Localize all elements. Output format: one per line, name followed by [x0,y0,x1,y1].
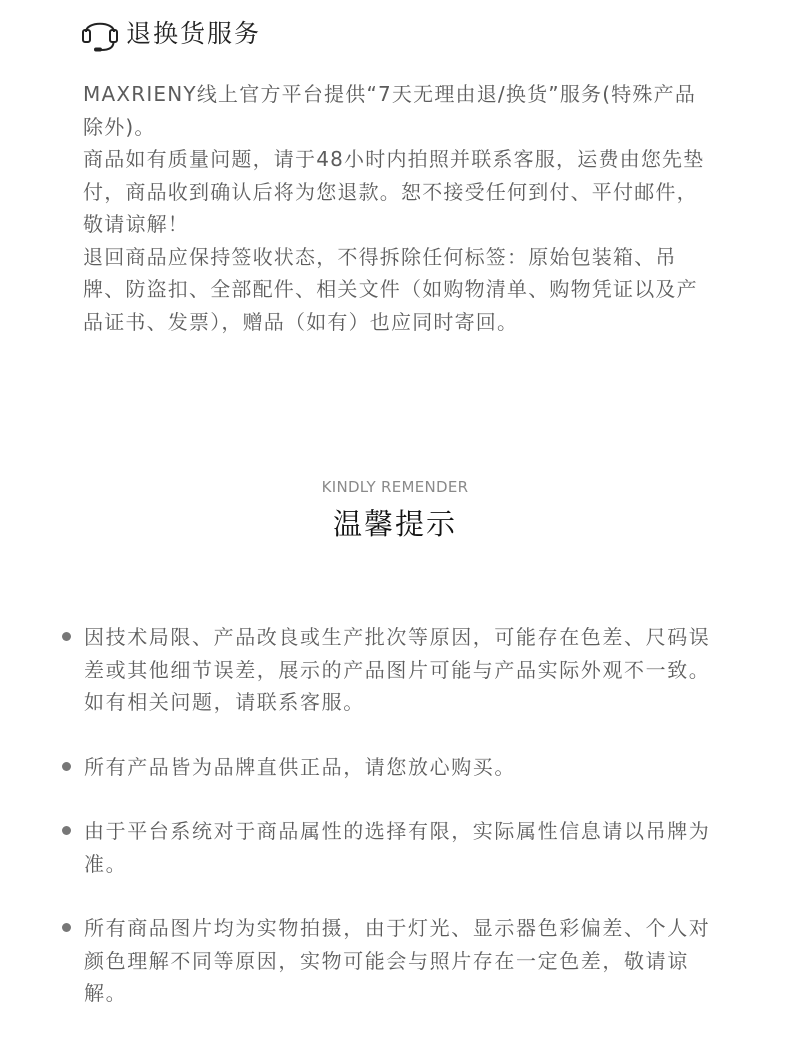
tips-list [62,621,712,1042]
return-service-header [80,10,261,54]
bullet-icon [62,632,71,641]
tip-text: 因技术局限、产品改良或生产批次等原因，可能存在色差、尺码误差或其他细节误差，展示的产品图片可能与产品实际外观不一致。如有相关问题，请联系客服。 [84,625,711,714]
return-policy-text [83,78,713,338]
tip-text: 由于平台系统对于商品属性的选择有限，实际属性信息请以吊牌为准。 [84,819,711,876]
bullet-icon [62,923,71,932]
headset-icon [80,12,120,52]
bullet-icon [62,826,71,835]
tip-text: 所有产品皆为品牌直供正品，请您放心购买。 [84,754,516,779]
tip-item [62,912,712,1010]
tip-item [62,751,712,784]
tip-item [62,815,712,880]
policy-paragraph: 退回商品应保持签收状态，不得拆除任何标签：原始包装箱、吊牌、防盗扣、全部配件、相关文件（如购物清单、购物凭证以及产品证书、发票），赠品（如有）也应同时寄回。 [83,244,698,334]
tip-text: 所有商品图片均为实物拍摄，由于灯光、显示器色彩偏差、个人对颜色理解不同等原因，实物可能会与照片存在一定色差，敬请谅解。 [84,916,711,1005]
bullet-icon [62,762,71,771]
policy-paragraph: 商品如有质量问题，请于48小时内拍照并联系客服，运费由您先垫付，商品收到确认后将为您退款。恕不接受任何到付、平付邮件，敬请谅解！ [83,147,705,236]
section-title: 退换货服务 [126,19,262,48]
tips-title: 温馨提示 [332,507,457,541]
tip-item [62,621,712,719]
tips-subtitle: KINDLY REMENDER [321,478,469,496]
policy-paragraph: MAXRIENY线上官方平台提供“7天无理由退/换货”服务(特殊产品除外)。 [83,82,697,139]
